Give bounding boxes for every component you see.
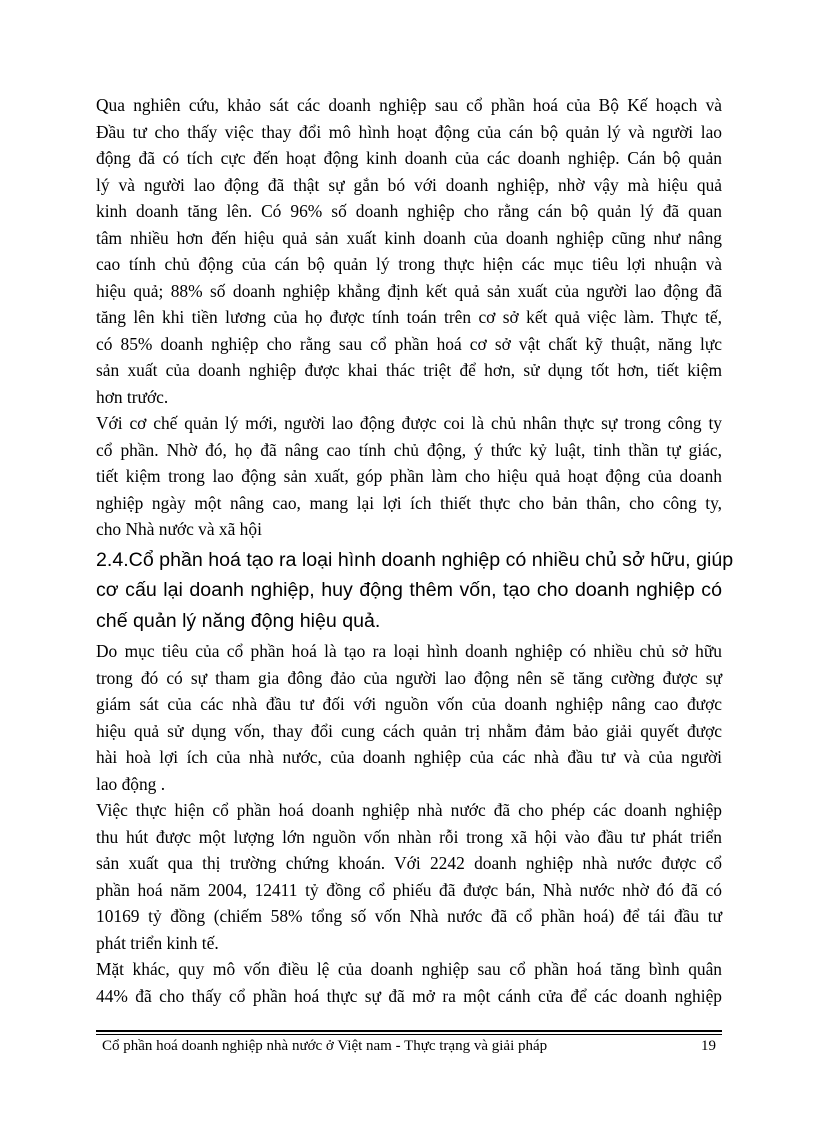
text-line: giám sát của các nhà đầu tư đối với nguồn vốn của doanh nghiệp nâng cao được: [96, 694, 722, 714]
text-line: lao động .: [96, 773, 166, 794]
page-footer: [96, 1030, 722, 1056]
text-line: 10169 tỷ đồng (chiếm 58% tổng số vốn Nhà nước đã cổ phần hoá) để tái đầu tư: [96, 906, 722, 926]
paragraphs-after-heading: [96, 638, 722, 1009]
footer-row: [96, 1035, 722, 1056]
text-line: trong đó có sự tham gia đông đảo của người lao động nên sẽ tăng cường được sự: [96, 667, 722, 688]
text-line: sản xuất của doanh nghiệp được khai thác triệt để hơn, sử dụng tốt hơn, tiết kiệm: [96, 360, 722, 380]
footer-title: Cổ phần hoá doanh nghiệp nhà nước ở Việt nam - Thực trạng và giải pháp: [102, 1038, 548, 1054]
paragraph: [96, 638, 722, 797]
text-line: cao tính chủ động của cán bộ quản lý trong thực hiện các mục tiêu lợi nhuận và: [96, 254, 722, 274]
text-line: nghiệp ngày một nâng cao, mang lại lợi ích thiết thực cho bản thân, cho công ty,: [96, 492, 722, 513]
text-line: Đầu tư cho thấy việc thay đổi mô hình hoạt động của cán bộ quản lý và người lao: [96, 121, 722, 142]
text-line: sản xuất qua thị trường chứng khoán. Với 2242 doanh nghiệp nhà nước được cổ: [96, 853, 722, 873]
paragraphs-before-heading: [96, 92, 722, 543]
heading-line: 2.4.Cổ phần hoá tạo ra loại hình doanh nghiệp có nhiều chủ sở hữu, giúp: [96, 548, 734, 571]
text-line: cổ phần. Nhờ đó, họ đã nâng cao tính chủ động, ý thức kỷ luật, tinh thần tự giác,: [96, 439, 722, 460]
text-line: Do mục tiêu của cổ phần hoá là tạo ra loại hình doanh nghiệp có nhiều chủ sở hữu: [96, 641, 722, 661]
text-line: tâm nhiều hơn đến hiệu quả sản xuất kinh doanh của doanh nghiệp cũng như nâng: [96, 227, 722, 248]
text-line: tiết kiệm trong lao động sản xuất, góp phần làm cho hiệu quả hoạt động của doanh: [96, 466, 722, 486]
text-line: lý và người lao động đã thật sự gắn bó với doanh nghiệp, nhờ vậy mà hiệu quả: [96, 174, 722, 195]
body-text: [96, 92, 734, 1009]
text-line: phần hoá năm 2004, 12411 tỷ đồng cổ phiếu đã được bán, Nhà nước nhờ đó đã có: [96, 879, 722, 900]
heading-line: chế quản lý năng động hiệu quả.: [96, 609, 381, 632]
paragraph: [96, 410, 722, 543]
text-line: kinh doanh tăng lên. Có 96% số doanh nghiệp cho rằng cán bộ quản lý đã quan: [96, 201, 722, 221]
text-line: hơn trước.: [96, 386, 169, 407]
footer-rule-thick: [96, 1030, 722, 1032]
page-number: 19: [701, 1038, 716, 1054]
text-line: phát triển kinh tế.: [96, 932, 219, 953]
text-line: Qua nghiên cứu, khảo sát các doanh nghiệp sau cổ phần hoá của Bộ Kế hoạch và: [96, 95, 722, 115]
text-line: có 85% doanh nghiệp cho rằng sau cổ phần hoá cơ sở vật chất kỹ thuật, năng lực: [96, 333, 722, 354]
text-line: Với cơ chế quản lý mới, người lao động được coi là chủ nhân thực sự trong công ty: [96, 413, 722, 433]
text-line: Việc thực hiện cổ phần hoá doanh nghiệp nhà nước đã cho phép các doanh nghiệp: [96, 800, 722, 820]
text-line: cho Nhà nước và xã hội: [96, 519, 262, 539]
text-line: thu hút được một lượng lớn nguồn vốn nhàn rỗi trong xã hội vào đầu tư phát triển: [96, 826, 722, 847]
text-line: hiệu quả; 88% số doanh nghiệp khẳng định kết quả sản xuất của người lao động đã: [96, 280, 722, 301]
text-line: động đã có tích cực đến hoạt động kinh doanh của các doanh nghiệp. Cán bộ quản: [96, 148, 722, 168]
text-line: Mặt khác, quy mô vốn điều lệ của doanh nghiệp sau cổ phần hoá tăng bình quân: [96, 959, 722, 979]
text-line: hài hoà lợi ích của nhà nước, của doanh nghiệp của các nhà đầu tư và của người: [96, 747, 722, 767]
text-line: hiệu quả sử dụng vốn, thay đổi cung cách quản trị nhằm đảm bảo giải quyết được: [96, 720, 722, 741]
paragraph: [96, 956, 722, 1009]
paragraph: [96, 92, 722, 410]
text-line: 44% đã cho thấy cổ phần hoá thực sự đã mở ra một cánh cửa để các doanh nghiệp: [96, 985, 722, 1006]
paragraph: [96, 797, 722, 956]
heading-line: cơ cấu lại doanh nghiệp, huy động thêm vốn, tạo cho doanh nghiệp có: [96, 579, 722, 601]
section-heading: [96, 545, 734, 637]
text-line: tăng lên khi tiền lương của họ được tính toán trên cơ sở kết quả việc làm. Thực tế,: [96, 307, 722, 327]
